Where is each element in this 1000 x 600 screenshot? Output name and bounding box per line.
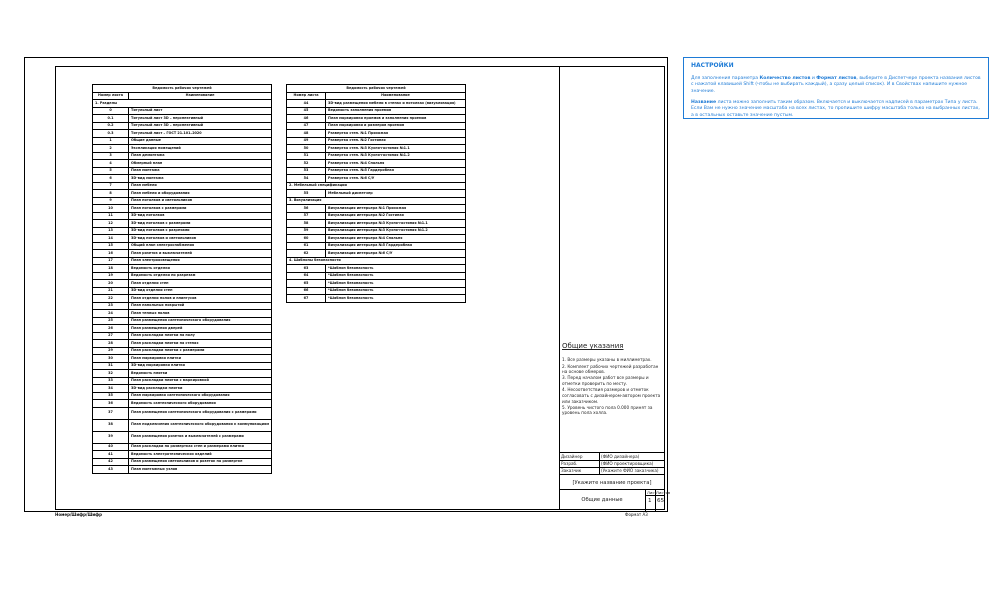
sheet-format: Формат А3 (625, 512, 648, 517)
sheet-number-cell: 9 (93, 197, 129, 205)
sheet-number-cell: 23 (93, 302, 129, 310)
sheet-title-cell: План маркировки проемов и заполнения проемов (326, 115, 466, 123)
sheet-title-cell: План размещения светильников и розеток на развертке (129, 458, 272, 466)
table-row (287, 167, 466, 175)
sheet-title-cell: Визуализация интерьера №2 Гостиная (326, 212, 466, 220)
sheet-number-cell: 43 (93, 466, 129, 474)
table-row (287, 122, 466, 130)
sheet-number-cell: 14 (93, 235, 129, 243)
sheet-number-cell: 20 (93, 280, 129, 288)
sheet-number-cell: 0.3 (93, 130, 129, 138)
sheet-title-cell: Визуализация интерьера №3 Кухня-гостиная №1.2 (326, 227, 466, 235)
stamp-key: Заказчик (561, 468, 582, 474)
sheet-number-cell: 39 (93, 431, 129, 443)
sheet-title-cell: *Шаблон безопасность (326, 287, 466, 295)
sheet-title-cell: *Шаблон безопасность (326, 265, 466, 273)
column-header: Номер листа (287, 92, 326, 100)
sheet-number-cell: 16 (93, 250, 129, 258)
sheet-title-cell: Обмерный план (129, 160, 272, 168)
sheet-title-cell: План размещения дверей (129, 325, 272, 333)
sheet-title-cell: *Шаблон безопасность (326, 272, 466, 280)
stamp-row-customer (559, 467, 665, 475)
sheet-title-cell: Визуализация интерьера №1 Прихожая (326, 205, 466, 213)
sheet-title-cell: План отделки стен (129, 280, 272, 288)
drawings-list-table-1 (92, 84, 272, 474)
sheet-title-cell: 3D-вид потолков и светильников (129, 235, 272, 243)
table-row (287, 197, 466, 205)
table-row (93, 287, 272, 295)
sheet-title-cell: Развертка стен. №1 Прихожая (326, 130, 466, 138)
sheet-title-cell: План раскладки плитки на стенах (129, 340, 272, 348)
sheet-title-cell: Ведомость сантехнического оборудования (129, 400, 272, 408)
sheet-title-cell: 3D-вид потолков с размерами (129, 220, 272, 228)
sheet-number-cell: 57 (287, 212, 326, 220)
sheet-number-cell: 4 (93, 160, 129, 168)
table-row (93, 272, 272, 280)
sheet-title-cell: Развертка стен. №2 Гостиная (326, 137, 466, 145)
table-row (93, 160, 272, 168)
sheet-number-cell: 52 (287, 160, 326, 168)
sheet-number-cell: 0.2 (93, 122, 129, 130)
sheet-title-cell: План демонтажа (129, 152, 272, 160)
table-row (93, 145, 272, 153)
sheet-number-cell: 54 (287, 175, 326, 183)
project-name: [Укажите название проекта] (559, 477, 665, 490)
table-row (93, 115, 272, 123)
table-row (93, 205, 272, 213)
sheet-title-cell: План маркировки плитки (129, 355, 272, 363)
sheet-title-cell: Развертка стен. №4 Спальня (326, 160, 466, 168)
sheet-title-cell: Визуализация интерьера №4 Спальня (326, 235, 466, 243)
sheet-number-cell: 33 (93, 377, 129, 385)
sheet-number-cell: 44 (287, 100, 326, 108)
sheet-label: Лист (647, 490, 657, 495)
table-row (93, 407, 272, 419)
sheet-number-cell: 19 (93, 272, 129, 280)
sheet-title-cell: План мебели и оборудования (129, 190, 272, 198)
sheet-title-cell: Общий план электроснабжения (129, 242, 272, 250)
sheet-title-cell: План раскладки плитки с маркировкой (129, 377, 272, 385)
info-title: НАСТРОЙКИ (691, 62, 734, 69)
table-row (93, 325, 272, 333)
sheet-title-cell: 3D-вид маркировки плитки (129, 362, 272, 370)
general-notes (562, 342, 662, 417)
sheet-title-cell: План раскладки плитки на полу (129, 332, 272, 340)
table-row (287, 152, 466, 160)
sheet-number-cell: 29 (93, 347, 129, 355)
table-row (287, 137, 466, 145)
sheet-number-cell: 34 (93, 385, 129, 393)
stamp-key: Разраб. (561, 461, 578, 467)
sheet-number-cell: 60 (287, 235, 326, 243)
table-row (93, 451, 272, 459)
sheet-number-cell: 61 (287, 242, 326, 250)
sheet-title-cell: План раскладки на развертках стен и размерами плитки (129, 443, 272, 451)
table-row (93, 355, 272, 363)
sheet-number-cell: 50 (287, 145, 326, 153)
section-heading: 4. Шаблоны безопасности (287, 257, 466, 265)
table-row (93, 167, 272, 175)
column-header: Наименование (326, 92, 466, 100)
sheet-number-cell: 0.1 (93, 115, 129, 123)
table-row (93, 182, 272, 190)
sheet-number-cell: 11 (93, 212, 129, 220)
sheets-label: Листов (656, 490, 671, 495)
table-row (93, 257, 272, 265)
table-row (93, 220, 272, 228)
sheet-title-cell: План монтажных узлов (129, 466, 272, 474)
sheet-number-cell: 49 (287, 137, 326, 145)
sheet-number-cell: 10 (93, 205, 129, 213)
table-row (93, 362, 272, 370)
sheet-number-cell: 18 (93, 265, 129, 273)
table-row (93, 295, 272, 303)
sheet-number-cell: 37 (93, 407, 129, 419)
table-row (287, 242, 466, 250)
sheet-number-cell: 63 (287, 265, 326, 273)
sheet-number-cell: 26 (93, 325, 129, 333)
settings-info-panel (683, 57, 989, 119)
table-title: Ведомость рабочих чертежей (287, 85, 466, 93)
section-heading: 1. Разделы (93, 100, 272, 108)
table-title: Ведомость рабочих чертежей (93, 85, 272, 93)
note-item: 4. Несоответствия размеров и отметок согласовать с дизайнером-автором проекта или заказчиком. (562, 387, 661, 404)
sheet-number-cell: 27 (93, 332, 129, 340)
sheet-title-cell: План маркировки сантехнического оборудования (129, 392, 272, 400)
sheet-number-cell: 45 (287, 107, 326, 115)
drawing-frame (55, 66, 671, 510)
sheet-title-cell: Мебельный диспетчер (326, 190, 466, 198)
table-row (93, 385, 272, 393)
table-row (93, 100, 272, 108)
sheet-title-cell: План раскладки плитки с размерами (129, 347, 272, 355)
table-row (93, 458, 272, 466)
sheet-number-cell: 59 (287, 227, 326, 235)
table-row (93, 347, 272, 355)
table-row (93, 152, 272, 160)
sheet-number-cell: 42 (93, 458, 129, 466)
table-row (93, 370, 272, 378)
table-row (93, 137, 272, 145)
sheet-title-cell: План размещения сантехнического оборудования с размерами (129, 407, 272, 419)
table-row (287, 287, 466, 295)
sheet-number-cell: 66 (287, 287, 326, 295)
stamp-value: (Укажите ФИО заказчика) (601, 468, 659, 474)
sheet-title-cell: План монтажа (129, 167, 272, 175)
table-row (93, 431, 272, 443)
sheet-number-cell: 21 (93, 287, 129, 295)
section-heading: 2. Мебельный спецификации (287, 182, 466, 190)
table-row (93, 317, 272, 325)
table-row (93, 310, 272, 318)
sheet-title-cell: Титульный лист 3D – перспективный (129, 115, 272, 123)
sheet-title-cell: Экспликация помещений (129, 145, 272, 153)
sheet-title-cell: 3D-вид потолков (129, 212, 272, 220)
sheet-number-cell: 24 (93, 310, 129, 318)
sheet-title-cell: План потолков и светильников (129, 197, 272, 205)
table-row (93, 130, 272, 138)
sheet-name: Общие данные (559, 489, 646, 511)
drawing-code: Номер/Шифр/Шифр (55, 512, 103, 517)
sheet-title-cell: План мебели (129, 182, 272, 190)
title-column-divider (559, 67, 561, 509)
sheets-total: 65 (657, 498, 665, 504)
table-row (287, 205, 466, 213)
sheet-title-cell: Ведомость электротехнических изделий (129, 451, 272, 459)
table-row (287, 280, 466, 288)
table-row (93, 419, 272, 431)
sheet-title-cell: Ведомость плитки (129, 370, 272, 378)
sheet-number-cell: 35 (93, 392, 129, 400)
note-item: 2. Комплект рабочих чертежей разработан на основе обмеров. (562, 363, 659, 375)
sheet-number-cell: 56 (287, 205, 326, 213)
sheet-number-cell: 13 (93, 227, 129, 235)
table-row (287, 182, 466, 190)
table-row (287, 100, 466, 108)
table-row (93, 107, 272, 115)
sheet-title-cell: Визуализация интерьера №5 Гардеробная (326, 242, 466, 250)
table-row (287, 160, 466, 168)
sheet-title-cell: 3D-вид раскладки плитки (129, 385, 272, 393)
table-row (287, 257, 466, 265)
table-row (93, 242, 272, 250)
sheet-number-cell: 8 (93, 190, 129, 198)
sheet-number-cell: 47 (287, 122, 326, 130)
table-row (93, 302, 272, 310)
info-paragraph-1: Для заполнения параметра Количество листов и Формат листов, выберите в Диспетчере проекта названия листов с нажатой клавишей Shift (чтобы не выбирать каждый), а сразу целый список). И в Свойствах напишите нужное значение. (691, 75, 981, 94)
sheet-number-cell: 7 (93, 182, 129, 190)
sheet-number-cell: 46 (287, 115, 326, 123)
sheet-counter (645, 489, 671, 511)
sheet-title-cell: План размещения розеток и выключателей с размерами (129, 431, 272, 443)
sheet-title-cell: 3D-вид потолков с разрезами (129, 227, 272, 235)
sheet-number-cell: 41 (93, 451, 129, 459)
sheet-title-cell: План электроосвещения (129, 257, 272, 265)
section-heading: 3. Визуализация (287, 197, 466, 205)
stamp-value: (ФИО проектировщика) (601, 461, 654, 467)
sheet-title-cell: Визуализация интерьера №3 Кухня-гостиная №1.1 (326, 220, 466, 228)
sheet-number-cell: 58 (287, 220, 326, 228)
sheet-title-cell: План подключения сантехнического оборудования к коммуникациям (129, 419, 272, 431)
sheet-title-cell: Титульный лист (129, 107, 272, 115)
sheet-number-cell: 1 (93, 137, 129, 145)
sheet-title-cell: Развертка стен. №5 Гардеробная (326, 167, 466, 175)
table-row (287, 220, 466, 228)
sheet-number-cell: 48 (287, 130, 326, 138)
sheet-number-cell: 67 (287, 295, 326, 303)
info-paragraph-2: Название листа можно заполнить таким образом. Включается и выключается надписей в параметрах Типа у листа. Если Вам не нужно значение масштаба на всех листах, то пропишите шифру масштаба только на выбранных листах, а в остальных оставьте значение пустым. (691, 99, 980, 118)
column-header: Наименование (129, 92, 272, 100)
note-item: 1. Все размеры указаны в миллиметрах. (562, 357, 652, 363)
table-row (287, 212, 466, 220)
drawing-sheet (24, 57, 671, 517)
sheet-title-cell: *Шаблон безопасность (326, 280, 466, 288)
sheet-number-cell: 22 (93, 295, 129, 303)
sheet-number-cell: 55 (287, 190, 326, 198)
sheet-title-cell: Ведомость заполнения проемов (326, 107, 466, 115)
sheet-title-cell: План маркировки и размеров проемов (326, 122, 466, 130)
table-row (93, 443, 272, 451)
sheet-number-cell: 51 (287, 152, 326, 160)
table-row (287, 235, 466, 243)
notes-title: Общие указания (562, 342, 624, 350)
sheet-number-cell: 17 (93, 257, 129, 265)
sheet-number-cell: 53 (287, 167, 326, 175)
table-row (93, 235, 272, 243)
table-row (93, 280, 272, 288)
sheet-number-cell: 31 (93, 362, 129, 370)
note-item: 5. Уровень чистого пола 0.000 принят за уровень пола холла. (562, 404, 653, 416)
sheet-number-cell: 30 (93, 355, 129, 363)
sheet-number-cell: 3 (93, 152, 129, 160)
sheet-number-cell: 62 (287, 250, 326, 258)
table-row (93, 175, 272, 183)
sheet-number-cell: 2 (93, 145, 129, 153)
table-row (287, 130, 466, 138)
table-row (93, 197, 272, 205)
table-row (93, 340, 272, 348)
notes-list (562, 357, 662, 416)
sheet-title-cell: План напольных покрытий (129, 302, 272, 310)
sheet-number-cell: 5 (93, 167, 129, 175)
table-row (287, 175, 466, 183)
sheet-number-cell: 64 (287, 272, 326, 280)
column-header: Номер листа (93, 92, 129, 100)
table-row (93, 466, 272, 474)
table-row (93, 212, 272, 220)
sheet-title-cell: Ведомость отделки (129, 265, 272, 273)
sheet-title-cell: Развертка стен. №6 С/У (326, 175, 466, 183)
table-row (93, 377, 272, 385)
sheet-number-cell: 38 (93, 419, 129, 431)
table-row (93, 122, 272, 130)
table-row (287, 265, 466, 273)
sheet-number: 1 (648, 498, 652, 504)
table-row (287, 107, 466, 115)
table-row (287, 227, 466, 235)
table-row (93, 250, 272, 258)
table-row (287, 272, 466, 280)
sheet-number-cell: 6 (93, 175, 129, 183)
note-item: 3. Перед началом работ все размеры и отметки проверить по месту. (562, 375, 649, 387)
sheet-number-cell: 65 (287, 280, 326, 288)
sheet-title-cell: *Шаблон безопасность (326, 295, 466, 303)
sheet-title-cell: План отделки полов и плинтусов (129, 295, 272, 303)
drawings-list-table-2 (286, 84, 466, 303)
sheet-number-cell: 28 (93, 340, 129, 348)
sheet-number-cell: 40 (93, 443, 129, 451)
table-row (287, 145, 466, 153)
table-row (93, 400, 272, 408)
sheet-number-cell: 32 (93, 370, 129, 378)
sheet-title-cell: Визуализация интерьера №6 С/У (326, 250, 466, 258)
sheet-title-cell: Общие данные (129, 137, 272, 145)
table-row (287, 190, 466, 198)
table-row (287, 295, 466, 303)
table-row (287, 115, 466, 123)
title-block (559, 452, 671, 511)
sheet-title-cell: План розеток и выключателей (129, 250, 272, 258)
stamp-value: (ФИО дизайнера) (601, 454, 640, 460)
sheet-number-cell: 25 (93, 317, 129, 325)
sheet-title-cell: Титульный лист – ГОСТ 21.101–2020 (129, 130, 272, 138)
sheet-title-cell: План размещения сантехнического оборудования (129, 317, 272, 325)
sheet-title-cell: 3D-вид монтажа (129, 175, 272, 183)
table-row (93, 265, 272, 273)
table-row (93, 190, 272, 198)
sheet-title-cell: План потолков с размерами (129, 205, 272, 213)
sheet-number-cell: 15 (93, 242, 129, 250)
sheet-title-cell: Развертка стен. №3 Кухня-гостиная №1.1 (326, 145, 466, 153)
table-row (287, 250, 466, 258)
sheet-title-cell: 3D-вид отделки стен (129, 287, 272, 295)
sheet-title-cell: Развертка стен. №3 Кухня-гостиная №1.2 (326, 152, 466, 160)
sheet-title-cell: Ведомость отделки по разрезам (129, 272, 272, 280)
sheet-title-cell: План теплых полов (129, 310, 272, 318)
stamp-key: Дизайнер (561, 454, 583, 460)
sheet-number-cell: 12 (93, 220, 129, 228)
sheet-number-cell: 0 (93, 107, 129, 115)
table-row (93, 227, 272, 235)
table-row (93, 332, 272, 340)
sheet-number-cell: 36 (93, 400, 129, 408)
sheet-title-cell: Титульный лист 3D – перспективный (129, 122, 272, 130)
table-row (93, 392, 272, 400)
sheet-title-cell: 3D-вид размещения мебели в стенах и потолках (визуализация) (326, 100, 466, 108)
